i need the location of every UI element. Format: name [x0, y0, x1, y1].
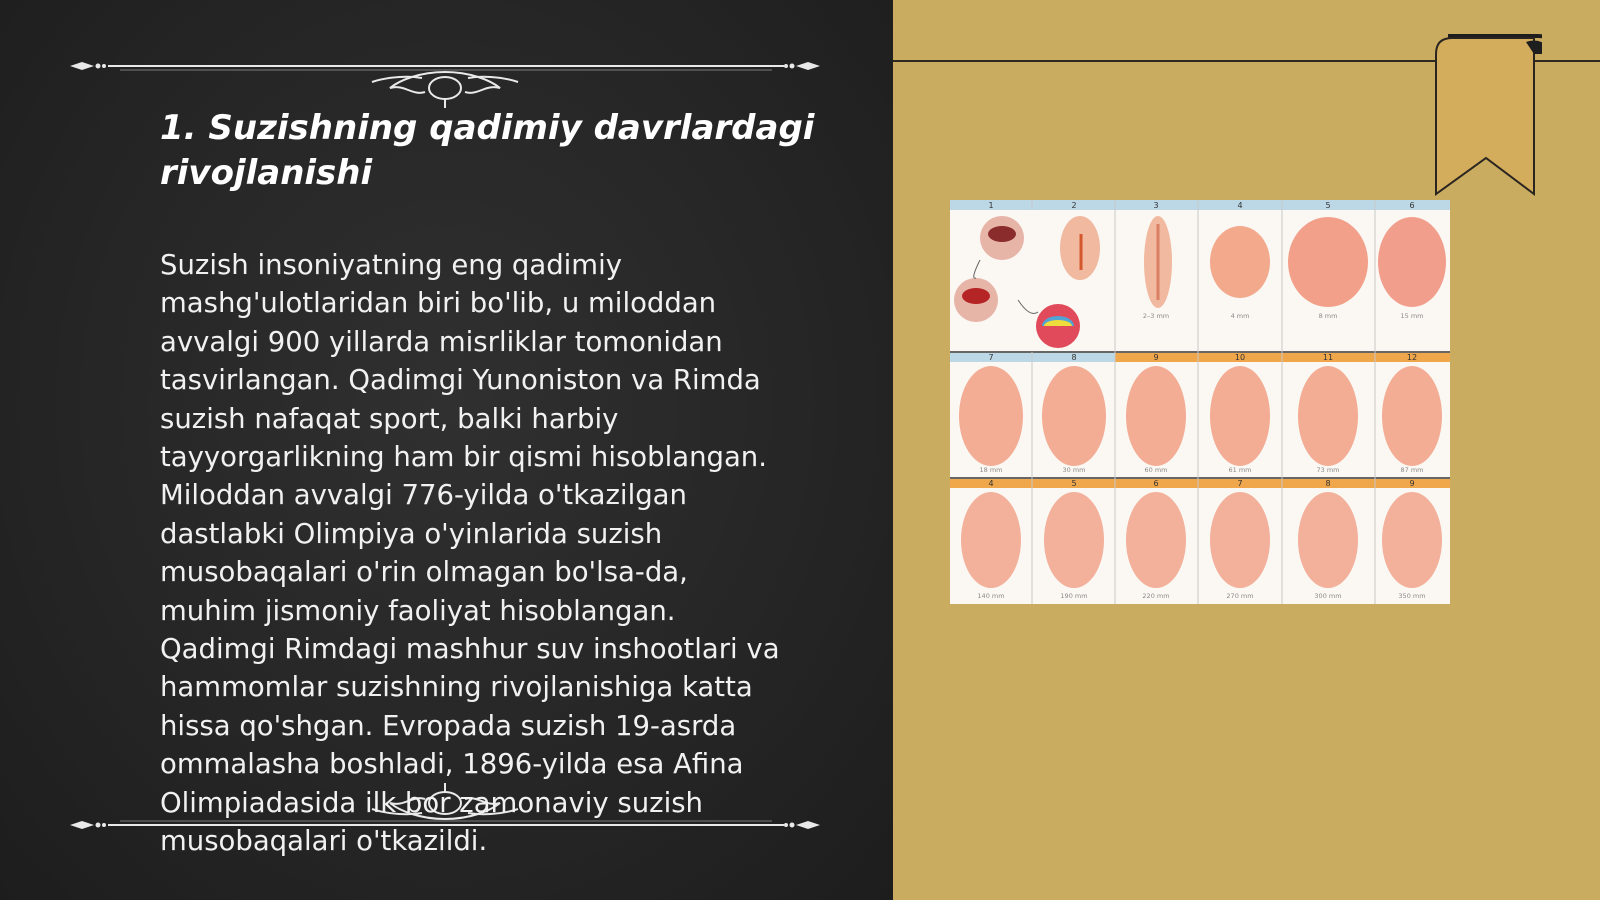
chart-header-r3-3: 6 [1153, 479, 1159, 488]
chart-header-1: 1 [988, 201, 994, 210]
chart-header-r3-4: 7 [1237, 479, 1243, 488]
chart-caption-r3-2: 190 mm [1060, 592, 1088, 600]
chart-header-r3-2: 5 [1071, 479, 1077, 488]
chart-caption-r1-4: 4 mm [1230, 312, 1250, 320]
embryo-development-chart-image [950, 200, 1450, 604]
chart-header-8: 8 [1071, 353, 1077, 362]
chart-header-3: 3 [1153, 201, 1159, 210]
slide-body-text: Suzish insoniyatning eng qadimiy mashg'ulotlaridan biri bo'lib, u miloddan avvalgi 900 yillarda misrliklar tomonidan tasvirlangan. Qadimgi Yunoniston va Rimda suzish nafaqat sport, balki harbiy tayyorgarlikning ham bir qismi hisoblangan. Miloddan avvalgi 776-yilda o'tkazilgan dastlabki Olimpiya o'yinlarida suzish musobaqalari o'rin olmagan bo'lsa-da, muhim jismoniy faoliyat hisoblangan. Qadimgi Rimdagi mashhur suv inshootlari va hammomlar suzishning rivojlanishiga katta hissa qo'shgan. Evropada suzish 19-asrda ommalasha boshladi, 1896-yilda esa Afina Olimpiadasida ilk bor zamonaviy suzish musobaqalari o'tkazildi. [160, 249, 780, 858]
chart-caption-r2-1: 18 mm [979, 466, 1003, 474]
chart-header-4: 4 [1237, 201, 1243, 210]
bookmark-ribbon [1434, 34, 1542, 198]
chart-header-12: 12 [1406, 353, 1418, 362]
chart-caption-r2-3: 60 mm [1144, 466, 1168, 474]
slide-title: 1. Suzishning qadimiy davrlardagi rivojlanishi [160, 108, 815, 193]
chart-caption-r3-4: 270 mm [1226, 592, 1254, 600]
chart-caption-r1-3: 2–3 mm [1142, 312, 1170, 320]
chart-header-2: 2 [1071, 201, 1077, 210]
chart-header-5: 5 [1325, 201, 1331, 210]
chart-header-r3-6: 9 [1409, 479, 1415, 488]
top-ornament-divider [60, 40, 830, 110]
chart-header-r3-5: 8 [1325, 479, 1331, 488]
chart-caption-r2-6: 87 mm [1400, 466, 1424, 474]
chart-header-9: 9 [1153, 353, 1159, 362]
chart-caption-r3-5: 300 mm [1314, 592, 1342, 600]
chart-caption-r3-1: 140 mm [977, 592, 1005, 600]
chart-header-11: 11 [1322, 353, 1334, 362]
chart-caption-r1-6: 15 mm [1400, 312, 1424, 320]
chart-caption-r2-4: 61 mm [1228, 466, 1252, 474]
chart-header-r3-1: 4 [988, 479, 994, 488]
chart-header-10: 10 [1234, 353, 1246, 362]
chart-caption-r3-3: 220 mm [1142, 592, 1170, 600]
chart-header-7: 7 [988, 353, 994, 362]
chart-header-6: 6 [1409, 201, 1415, 210]
chart-caption-r1-5: 8 mm [1318, 312, 1338, 320]
chart-caption-r2-5: 73 mm [1316, 466, 1340, 474]
chart-caption-r2-2: 30 mm [1062, 466, 1086, 474]
chart-caption-r3-6: 350 mm [1398, 592, 1426, 600]
